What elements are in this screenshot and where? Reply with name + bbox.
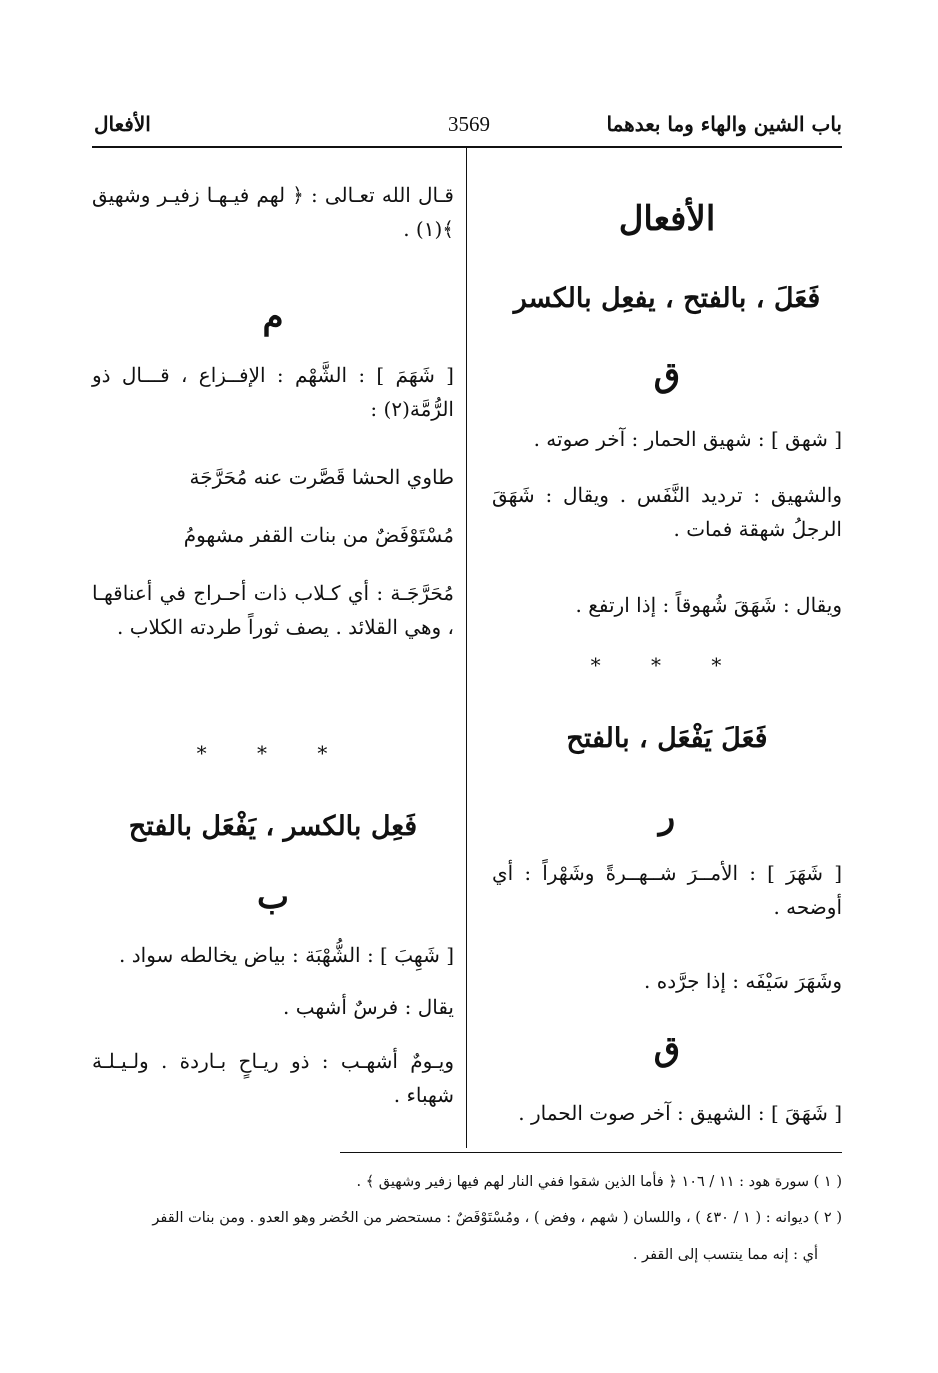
page-number: 3569	[448, 112, 490, 136]
entry-shahiba: [ شَهِبَ ] : الشُّهْبَة : بياض يخالطه سواد .	[119, 943, 454, 967]
quran-quote: قـال الله تعـالى : ﴿ لهم فيـهـا زفيـر وشهيق ﴾(١) .	[92, 183, 454, 241]
entry-faras-ashhab: يقال : فرسٌ أشهب .	[282, 995, 454, 1019]
poetry-verse-line: طاوي الحشا قَصَّرت عنه مُحَرَّجَة	[189, 465, 454, 489]
verb-pattern-heading: فَعَلَ ، بالفتح ، يفعِل بالكسر	[513, 283, 821, 314]
entry-shahara: [ شَهَرَ ] : الأمــرَ شــهــرةً وشَهْراً : أي أوضحه .	[492, 861, 842, 919]
root-letter-heading: ق	[653, 1029, 681, 1069]
column-divider	[466, 148, 467, 1148]
footnote-2: ( ٢ ) ديوانه : ( ١ / ٤٣٠ ) ، واللسان ( شهم ، وفض ) ، ومُسْتَوْفَضٌ : مستحضر من الحُضر وهو العدو . ومن بنات القفر	[152, 1210, 842, 1226]
root-letter-heading: ب	[256, 877, 289, 917]
root-letter-heading: ر	[658, 797, 676, 837]
section-title: الأفعال	[618, 199, 716, 239]
root-letter-heading: ق	[653, 355, 681, 395]
entry-muharraja: مُحَرَّجَـة : أي كـلاب ذات أحـراج في أعناقهـا ، وهي القلائد . يصف ثوراً طردته الكلاب .	[92, 581, 454, 639]
footnote-2-continuation: أي : إنه مما ينتسب إلى القفر .	[632, 1247, 818, 1263]
header-rule	[92, 146, 842, 148]
entry-yawm-ashhab: ويـومٌ أشهـب : ذو ريـاحٍ بـاردة . ولـيـلـة شهباء .	[92, 1049, 454, 1107]
entry-shahara-sayf: وشَهَرَ سَيْفَه : إذا جرَّده .	[644, 969, 842, 993]
entry-shahiq: والشهيق : ترديد النَّفَس . ويقال : شَهَقَ الرجلُ شهقة فمات .	[492, 483, 842, 541]
poetry-verse-line: مُسْتَوْفَضٌ من بنات القفر مشهومُ	[183, 523, 454, 547]
entry-shahaqa: [ شَهَقَ ] : الشهيق : آخر صوت الحمار .	[518, 1101, 842, 1125]
entry-shahaq: [ شهق ] : شهيق الحمار : آخر صوته .	[533, 427, 842, 451]
section-separator: * * *	[196, 741, 350, 765]
running-header-section: الأفعال	[94, 112, 151, 136]
entry-shuhuq: ويقال : شَهَقَ شُهوقاً : إذا ارتفع .	[575, 593, 842, 617]
footnote-rule	[340, 1152, 842, 1153]
footnote-1: ( ١ ) سورة هود : ١١ / ١٠٦ ﴿ فأما الذين شقوا ففي النار لهم فيها زفير وشهيق ﴾ .	[356, 1174, 842, 1190]
running-header-chapter: باب الشين والهاء وما بعدهما	[606, 112, 842, 136]
entry-shahama: [ شَهَمَ ] : الشَّهْم : الإفــزاع ، قـــال ذو الرُّمَّة(٢) :	[92, 363, 454, 421]
verb-pattern-heading: فَعِل بالكسر ، يَفْعَل بالفتح	[128, 811, 418, 842]
root-letter-heading: م	[262, 297, 284, 337]
verb-pattern-heading: فَعَلَ يَفْعَل ، بالفتح	[566, 723, 768, 754]
section-separator: * * *	[590, 653, 744, 677]
